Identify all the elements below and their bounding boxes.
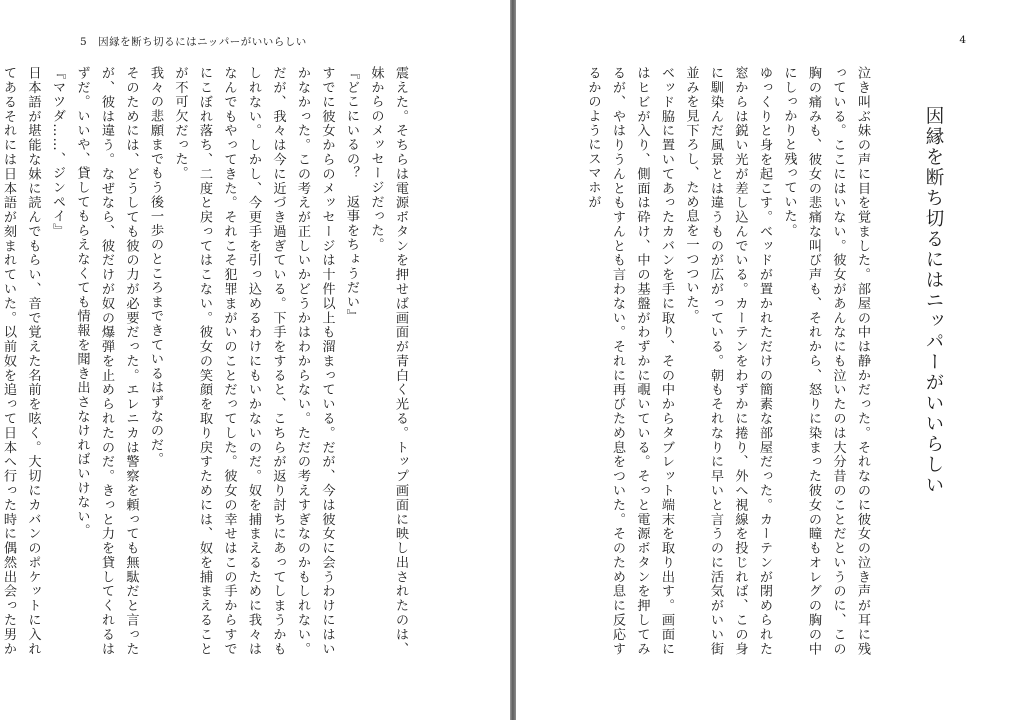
paragraph: 『どこにいるの？ 返事をちょうだい』 xyxy=(344,66,359,324)
paragraph: そのためには、どうしても彼の力が必要だった。エレニカは警察を頼っても無駄だと言ったが、彼は違う。なぜなら、彼だけが奴の爆弾を止められたのだ。きっと力を貸してくれるはずだ。いいや、貸してもらえなくても情報を聞き出さなければいけない。 xyxy=(74,66,139,656)
paragraph: 震えた。そちらは電源ボタンを押せば画面が青白く光る。トップ画面に映し出されたのは、妹からのメッセージだった。 xyxy=(368,66,408,656)
left-body-text xyxy=(0,66,412,656)
paragraph: 『マツダ……、ジンペイ』 xyxy=(50,66,65,238)
chapter-title: 因縁を断ち切るにはニッパーがいいらしい xyxy=(923,106,944,496)
left-page xyxy=(0,0,510,720)
paragraph: ゆっくりと身を起こす。ベッドが置かれただけの簡素な部屋だった。カーテンが閉められた窓からは鋭い光が差し込んでいる。カーテンをわずかに捲り、外へ視線を投じれば、この身に馴染んだ風景とは違うものが広がっている。朝もそれなりに早いと言うのに活気がいい街並みを見下ろし、ため息を一つついた。 xyxy=(683,66,772,656)
paragraph: すでに彼女からのメッセージは十件以上も溜まっている。だが、今は彼女に会うわけにはいかなかった。この考えが正しいかどうかはわからない。ただの考えすぎなのかもしれない。だが、我々は今に近づき過ぎている。下手をすると、こちらが返り討ちにあってしまうかもしれない。しかし、今更手を引っ込めるわけにもいかないのだ。奴を捕まえるために我々はなんでもやってきた。それこそ犯罪まがいのことだってした。彼女の幸せはこの手からすでにこぼれ落ち、二度と戻ってはこない。彼女の笑顔を取り戻すためには、奴を捕まえることが不可欠だった。 xyxy=(172,66,335,656)
right-body-text xyxy=(580,66,874,656)
paragraph: 泣き叫ぶ妹の声に目を覚ました。部屋の中は静かだった。それなのに彼女の泣き声が耳に残っている。ここにはいない。彼女があんなにも泣いたのは大分昔のことだというのに、この胸の痛みも、彼女の悲痛な叫び声も、それから、怒りに染まった彼女の瞳もオレグの胸の中にしっかりと残っていた。 xyxy=(781,66,870,656)
page-number: 4 xyxy=(959,34,966,46)
right-page xyxy=(516,0,1024,720)
paragraph: ベッド脇に置いてあったカバンを手に取り、その中からタブレット端末を取り出す。画面にはヒビが入り、側面は砕け、中の基盤がわずかに覗いている。そっと電源ボタンを押してみるが、やはりうんともすんとも言わない。それに再びため息をついた。そのため息に反応するかのようにスマホが xyxy=(585,66,674,656)
paragraph: 我々の悲願までもう後一歩のところまできているはずなのだ。 xyxy=(148,66,163,467)
running-head: 5 因縁を断ち切るにはニッパーがいいらしい xyxy=(80,36,307,48)
paragraph: 日本語が堪能な妹に読んでもらい、音で覚えた名前を呟く。大切にカバンのポケットに入れてあるそれには日本語が刻まれていた。以前奴を追って日本へ行った時に偶然出会った男か xyxy=(1,66,41,656)
